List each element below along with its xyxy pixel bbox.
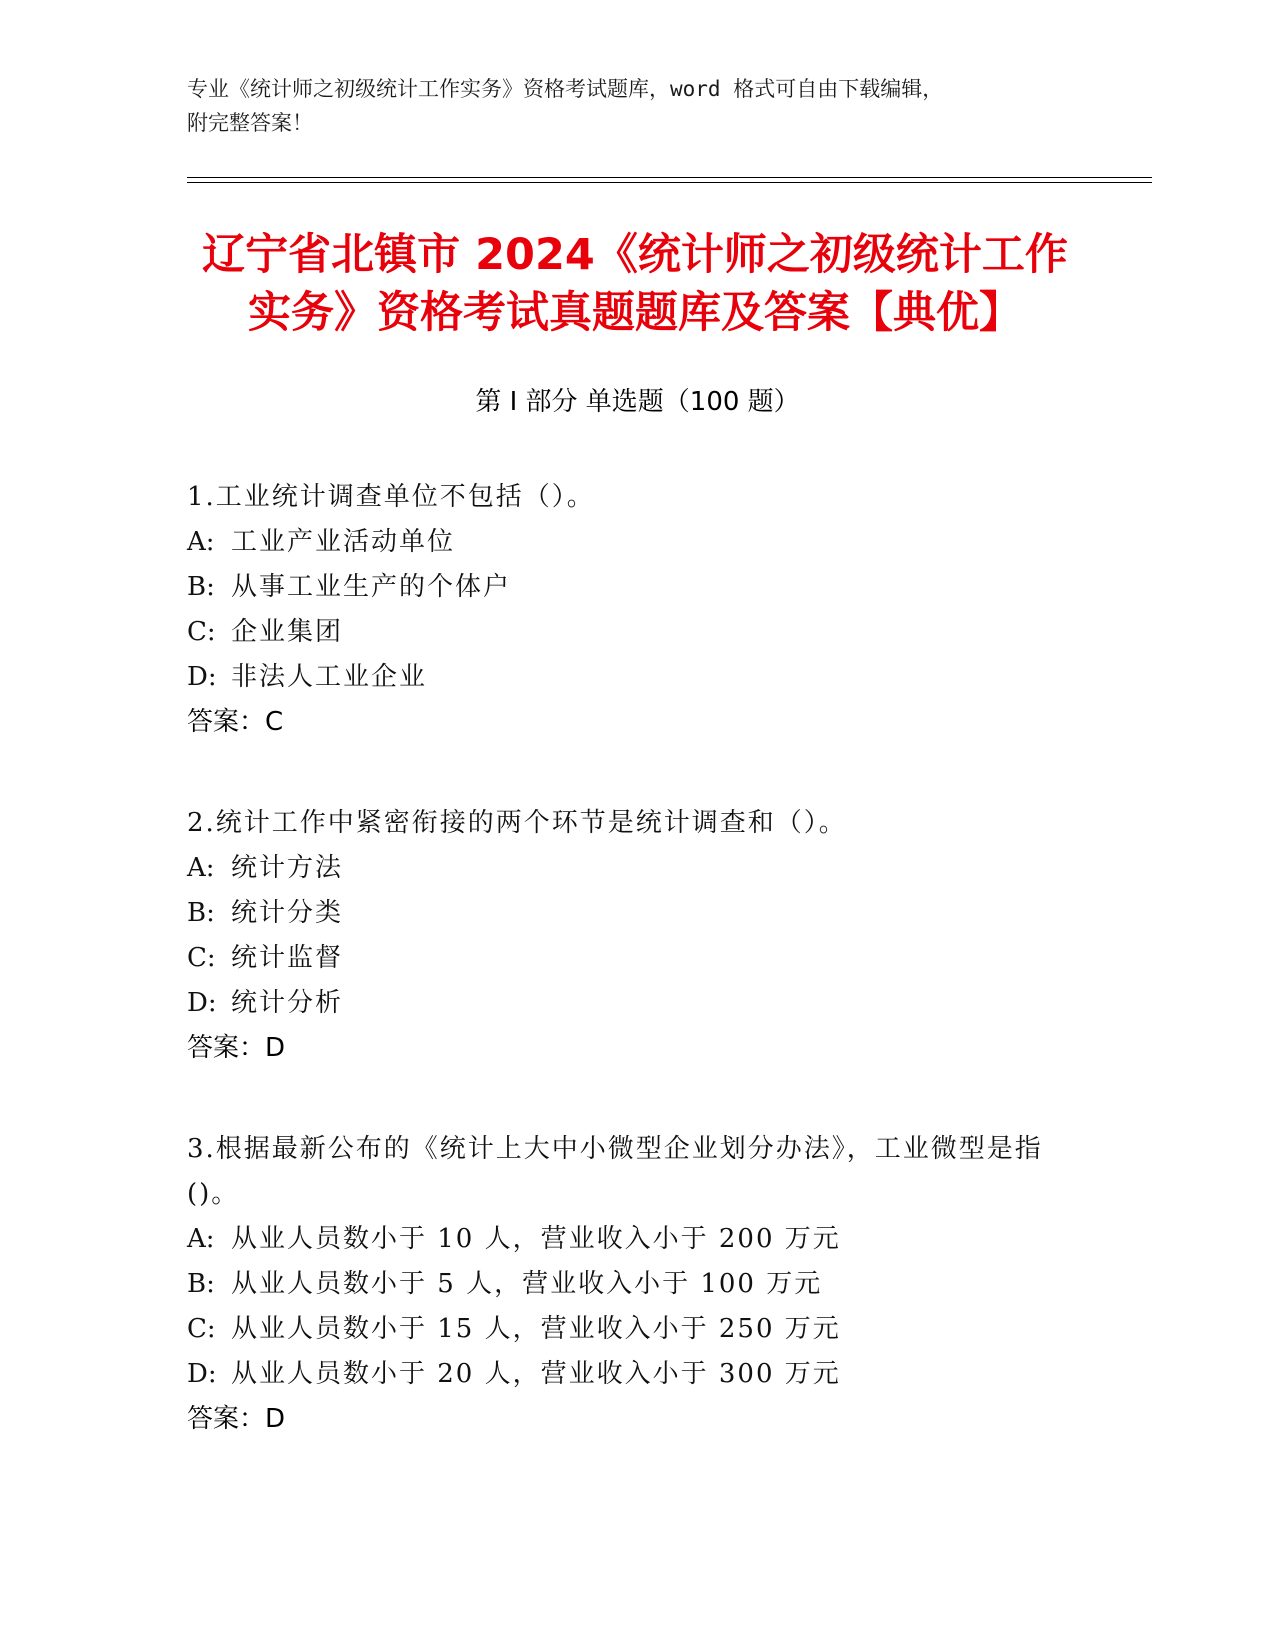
option-c — [187, 1307, 1087, 1352]
option-a — [187, 846, 1087, 891]
option-key: B: — [187, 572, 215, 602]
option-d — [187, 981, 1087, 1026]
header-note-line-1: 专业《统计师之初级统计工作实务》资格考试题库，word 格式可自由下载编辑， — [187, 77, 944, 101]
question-stem: 2.统计工作中紧密衔接的两个环节是统计调查和（）。 — [187, 808, 847, 838]
option-text: 统计监督 — [231, 943, 344, 973]
option-c — [187, 610, 1087, 655]
answer: 答案：D — [187, 1404, 286, 1434]
option-key: D: — [187, 1359, 217, 1389]
header-note — [187, 72, 1087, 140]
option-d — [187, 1352, 1087, 1397]
option-b — [187, 1262, 1087, 1307]
header-note-line-2: 附完整答案！ — [187, 111, 313, 135]
option-key: D: — [187, 662, 217, 692]
question-1 — [187, 475, 1087, 745]
option-key: C: — [187, 1314, 216, 1344]
option-text: 企业集团 — [231, 617, 344, 647]
option-text: 从业人员数小于 15 人，营业收入小于 250 万元 — [231, 1314, 841, 1344]
option-key: C: — [187, 943, 216, 973]
answer: 答案：C — [187, 707, 284, 737]
option-text: 统计分析 — [231, 988, 344, 1018]
section-title: 第 I 部分 单选题（100 题） — [475, 387, 800, 417]
option-text: 统计方法 — [231, 853, 344, 883]
question-3 — [187, 1127, 1087, 1442]
question-2 — [187, 801, 1087, 1071]
option-a — [187, 520, 1087, 565]
option-text: 从业人员数小于 5 人，营业收入小于 100 万元 — [231, 1269, 823, 1299]
option-text: 非法人工业企业 — [231, 662, 428, 692]
option-key: B: — [187, 1269, 215, 1299]
option-a — [187, 1217, 1087, 1262]
document-title — [160, 226, 1110, 342]
document-title-line-1: 辽宁省北镇市 2024《统计师之初级统计工作 — [202, 230, 1068, 280]
question-list — [187, 475, 1087, 1442]
option-key: D: — [187, 988, 217, 1018]
question-stem: 3.根据最新公布的《统计上大中小微型企业划分办法》，工业微型是指()。 — [187, 1134, 1043, 1209]
answer: 答案：D — [187, 1033, 286, 1063]
option-key: A: — [187, 853, 215, 883]
option-text: 统计分类 — [231, 898, 344, 928]
option-c — [187, 936, 1087, 981]
document-title-line-2: 实务》资格考试真题题库及答案【典优】 — [248, 288, 1022, 338]
header-divider-bottom — [187, 182, 1152, 183]
option-text: 从事工业生产的个体户 — [231, 572, 512, 602]
option-d — [187, 655, 1087, 700]
option-key: B: — [187, 898, 215, 928]
option-text: 从业人员数小于 20 人，营业收入小于 300 万元 — [231, 1359, 841, 1389]
option-b — [187, 891, 1087, 936]
option-key: A: — [187, 527, 215, 557]
question-stem: 1.工业统计调查单位不包括（）。 — [187, 482, 595, 512]
option-text: 工业产业活动单位 — [231, 527, 456, 557]
option-text: 从业人员数小于 10 人，营业收入小于 200 万元 — [231, 1224, 841, 1254]
option-key: C: — [187, 617, 216, 647]
option-key: A: — [187, 1224, 215, 1254]
header-divider-top — [187, 177, 1152, 178]
option-b — [187, 565, 1087, 610]
